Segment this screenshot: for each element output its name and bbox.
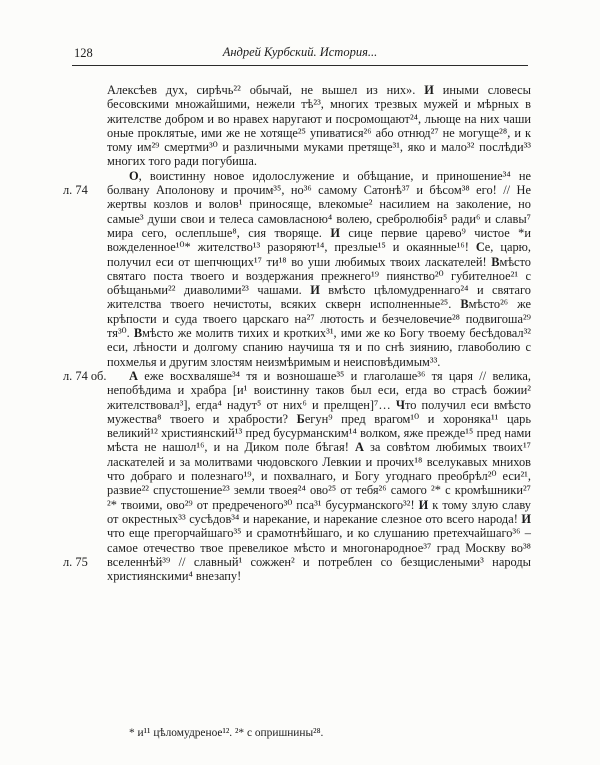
running-title: Андрей Курбский. История... — [222, 45, 378, 59]
rubric-initial: А — [129, 368, 138, 383]
text-segment: Не жертвы козлов и волов¹ приносяще, влекомые² насилием на заколение, но самые³ души свои и телеса самовласною⁴ волею, сребролюбія⁵ ради⁶ и славы⁷ мира сего, ослепльше⁸, сия творяще. — [107, 183, 531, 240]
header-rule — [72, 65, 528, 66]
rubric-initial: Б — [296, 411, 305, 426]
rubric-initial: В — [491, 254, 500, 269]
text-body — [63, 83, 532, 584]
folio-marker: л. 74 — [63, 183, 88, 198]
text-segment: иными словесы бесовскими множайшими, нежели тѣ²³, многих трезвых мужей и мѣрных в жителстве добром и во нравех наругают и посромощают²⁴, льюще на них чаши оные проклятые, ими же не хотяще²⁵ упиватися²⁶ або отнюд²⁷ не могуще²⁸, и к тому им²⁹ смертми³⁰ и различными муками претяще³¹, яко и мало³² послѣди³³ многих того ради погубиша. — [107, 83, 532, 169]
folio-marker: л. 75 — [63, 554, 88, 569]
text-segment: вмѣсто цѣломудреннаго²⁴ и святаго жителства твоего нечистоты, всяких скверн исполненные²⁵. — [107, 283, 531, 312]
rubric-initial: В — [460, 297, 469, 312]
text-segment: мѣсто святаго поста твоего и воздержания прежнего¹⁹ пиянство²⁰ губителное²¹ с обѣщаньми²² диаволими²³ чашами. — [107, 254, 531, 298]
text-segment: славный¹ сожжен² и потреблен со безщислеными³ народы християнскими⁴ внезапу! — [107, 554, 531, 584]
text-segment: , воистинну новое идолослужение и обѣщание, и приношение³⁴ не болвану Аполонову и прочим³⁵, но³⁶ самому Сатонѣ³⁷ и бѣсом³⁸ его! // — [107, 168, 531, 198]
paragraph — [107, 83, 531, 169]
text-segment: мѣсто²⁶ же крѣпости и суда твоего царскаго на²⁷ лютость и безчеловечие²⁸ подвигоша²⁹ тя³⁰. — [107, 297, 531, 341]
rubric-initial: С — [475, 240, 485, 255]
rubric-initial: Ч — [395, 397, 405, 412]
text-segment: то получил еси вмѣсто мужества⁸ твоего и храбрости? — [107, 397, 532, 426]
paragraph — [63, 368, 532, 584]
rubric-initial: О — [129, 168, 139, 183]
rubric-initial: И — [424, 83, 434, 97]
text-segment: е, царю, получил еси от шепчющих¹⁷ ти¹⁸ во уши любимых твоих ласкателей! — [107, 240, 532, 269]
text-segment: за совѣтом любимых твоих¹⁷ ласкателей и за молитвами чюдовского Левкии и прочих¹⁸ вселукавых мнихов что добраго и полезнаго¹⁹, и похвалнаго, и Богу угоднаго преобрѣл²⁰ еси²¹, развие²² спустошение²³ земли твоея²⁴ ово²⁵ от тебя²⁶ самого ²* с кромѣшники²⁷ ²* твоими, ово²⁹ от предреченого³⁰ пса³¹ бусурманского³²! — [107, 440, 531, 512]
text-segment: что еще прегорчайшаго³⁵ и срамотнѣйшаго, и ко слушанию претехчайшаго³⁶ – самое отечество твое превеликое мѣсто и многонародное³⁷ град Москву во³⁸ вселеннѣй³⁹ // — [107, 526, 531, 569]
folio-marker: л. 74 об. — [63, 368, 107, 383]
page-header — [72, 45, 528, 62]
text-segment: мѣсто же молитв тихих и кротких³¹, ими же ко Богу твоему бесѣдовал³² еси, лѣности и долгому спанию научиша тя и по снѣ зиянию, главоболию с похмелья и другим злостям неизмѣримым и неисповѣдимым³³. — [107, 326, 531, 369]
rubric-initial: В — [133, 326, 143, 341]
page-number: 128 — [74, 46, 93, 60]
footnote: * и¹¹ цѣломудреное¹². ²* с опришнины²⁸. — [129, 727, 324, 739]
rubric-initial: И — [330, 225, 340, 240]
text-segment: Алексѣев дух, сирѣчь²² обычай, не вышел из них». — [107, 83, 425, 97]
text-segment: велика, непобѣдима и храбра [и¹ воистинну таков был еси, егда во страсѣ божии² жителствовал³], егда⁴ надут⁵ от них⁶ и прелщен]⁷… — [107, 368, 531, 412]
rubric-initial: А — [354, 440, 364, 455]
text-segment: сице первие царево⁹ чистое *и вожделенное¹⁰* жителство¹³ разоряют¹⁴, презлые¹⁵ и окаянные¹⁶! — [107, 225, 531, 255]
rubric-initial: И — [418, 497, 429, 512]
text-segment: егун⁹ пред врагом¹⁰ и хороняка¹¹ царь великий¹² християнский¹³ пред бусурманским¹⁴ волком, яже прежде¹⁵ пред нами мѣста не нашол¹⁶, и на Диком поле бѣгая! — [107, 411, 531, 455]
paragraph — [63, 168, 532, 369]
rubric-initial: И — [310, 283, 320, 298]
rubric-initial: И — [521, 511, 531, 526]
text-segment: еже восхваляше³⁴ тя и возношаше³⁵ и глаголаше³⁶ тя царя // — [137, 368, 493, 383]
text-segment: к тому злую славу от окрестных³³ сусѣдов³⁴ и нарекание, и нарекание слезное ото всего народа! — [107, 497, 531, 526]
